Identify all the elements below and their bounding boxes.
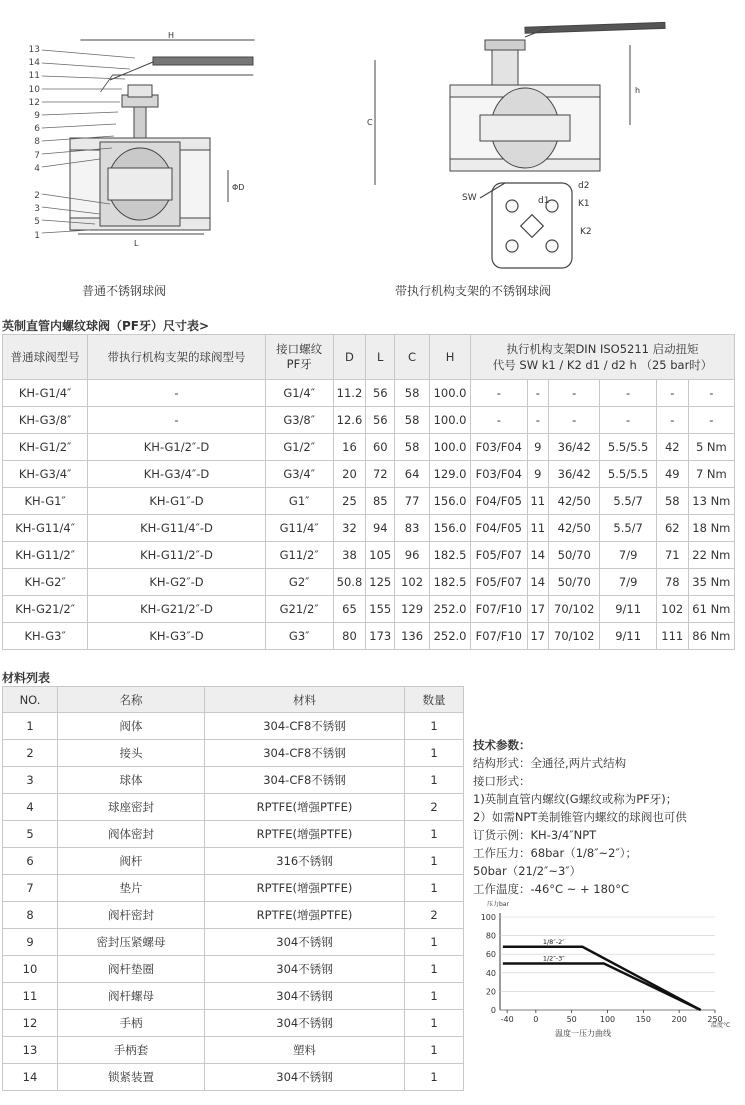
dim-table-cell: 155 [366,596,395,623]
dim-table-row [3,515,735,542]
dim-table-cell: - [656,380,688,407]
dim-table-cell: 182.5 [430,569,471,596]
material-cell: 1 [405,956,464,983]
material-cell: 塑料 [205,1037,405,1064]
tech-line: 工作压力：68bar（1/8″~2″）； [473,846,638,860]
material-cell: 1 [405,875,464,902]
dim-table-cell: 42/50 [549,515,600,542]
material-cell: 304-CF8不锈钢 [205,713,405,740]
dim-table-cell: - [600,407,656,434]
chart-xlabel: 温度°C [711,1022,731,1029]
dim-H: H [168,31,175,40]
part-number: 5 [34,217,40,228]
col-header-actuator [471,335,735,380]
tech-line: 2）如需NPT美制锥管内螺纹的球阀也可供 [473,810,687,824]
dim-table-cell: G2″ [265,569,333,596]
dim-table-cell: 11 [527,515,549,542]
material-cell: 304-CF8不锈钢 [205,740,405,767]
material-cell: 手柄套 [58,1037,205,1064]
dim-table-cell: 17 [527,596,549,623]
dim-table-cell: 20 [333,461,366,488]
dim-table-cell: - [88,380,266,407]
material-row [3,794,464,821]
material-cell: 1 [405,821,464,848]
col-header-actuator-model: 带执行机构支架的球阀型号 [88,335,266,380]
dim-table-cell: F04/F05 [471,488,527,515]
dim-table-cell: KH-G11/4″-D [88,515,266,542]
material-row [3,1064,464,1091]
part-number: 6 [34,124,40,135]
dim-table-cell: 25 [333,488,366,515]
material-cell: 密封压紧螺母 [58,929,205,956]
dim-table-cell: G11/4″ [265,515,333,542]
dim-table-cell: G11/2″ [265,542,333,569]
dim-table-cell: 42/50 [549,488,600,515]
dim-table-cell: 58 [395,380,430,407]
dim-table-cell: 35 Nm [688,569,734,596]
chart-series-line [503,964,701,1011]
material-cell: 1 [405,1064,464,1091]
part-number: 10 [28,84,40,95]
part-number: 9 [34,111,40,122]
tech-line: 结构形式：全通径,两片式结构 [473,756,627,770]
dim-table-cell: - [527,380,549,407]
part-number: 2 [34,191,40,202]
part-number: 13 [28,45,40,55]
dim-table-cell: - [471,380,527,407]
chart-series-label: 1/2″-3″ [542,954,565,963]
dim-table-cell: KH-G11/2″ [3,542,88,569]
dim-table-cell: 5.5/7 [600,515,656,542]
chart-title: 温度一压力曲线 [555,1029,611,1038]
material-cell: 4 [3,794,58,821]
material-row [3,1010,464,1037]
chart-x-tick-label: -40 [500,1015,514,1024]
dim-table-cell: KH-G3″ [3,623,88,650]
material-cell: 5 [3,821,58,848]
material-row [3,956,464,983]
dim-table-cell: F07/F10 [471,596,527,623]
part-number-list [24,44,40,243]
dim-table-row [3,488,735,515]
material-cell: 8 [3,902,58,929]
part-number: 3 [34,204,40,215]
dim-table-cell: - [527,407,549,434]
part-number: 8 [34,137,40,148]
dim-table-cell: KH-G1/2″-D [88,434,266,461]
chart-y-tick-label: 80 [485,931,496,941]
dim-table-cell: 156.0 [430,515,471,542]
dim-table-cell: G3″ [265,623,333,650]
dim-table-cell: 70/102 [549,596,600,623]
dim-table-cell: 17 [527,623,549,650]
dim-L: L [134,239,139,248]
material-cell: 304-CF8不锈钢 [205,767,405,794]
material-cell: 1 [405,1037,464,1064]
material-cell: 304不锈钢 [205,929,405,956]
dim-table-cell: KH-G3/4″-D [88,461,266,488]
dim-table-cell: 182.5 [430,542,471,569]
material-cell: 2 [405,794,464,821]
dim-table-cell: 5.5/7 [600,488,656,515]
dim-table-cell: KH-G2″-D [88,569,266,596]
dim-table-cell: KH-G3″-D [88,623,266,650]
dim-table-cell: 100.0 [430,380,471,407]
dim-table-cell: 56 [366,380,395,407]
chart-series-line [503,947,701,1010]
right-figure-caption: 带执行机构支架的不锈钢球阀 [395,284,552,298]
dim-table-cell: G1/4″ [265,380,333,407]
dim-table-cell: 65 [333,596,366,623]
dim-table-cell: - [88,407,266,434]
material-cell: 1 [405,983,464,1010]
dim-table-cell: 129 [395,596,430,623]
material-cell: 垫片 [58,875,205,902]
dim-table-cell: KH-G21/2″ [3,596,88,623]
dim-table-cell: 100.0 [430,434,471,461]
col-header-actuator-line2: 代号 SW k1 / K2 d1 / d2 h （25 bar时） [492,358,713,372]
dim-table-row [3,569,735,596]
dimension-C [365,60,385,190]
dim-table-row [3,380,735,407]
tech-params [473,736,738,898]
dim-table-cell: 38 [333,542,366,569]
materials-table [2,686,464,1091]
part-number: 14 [28,58,40,69]
dim-table-cell: F04/F05 [471,515,527,542]
dim-table-row [3,434,735,461]
material-cell: RPTFE(增强PTFE) [205,875,405,902]
material-cell: 1 [405,929,464,956]
right-valve-drawing [430,15,690,175]
dim-table-cell: KH-G1/2″ [3,434,88,461]
material-cell: 11 [3,983,58,1010]
dim-table-row [3,461,735,488]
dim-table-cell: 252.0 [430,596,471,623]
material-cell: 阀体 [58,713,205,740]
flange-top-view [460,178,610,278]
material-row [3,767,464,794]
dim-D: ΦD [232,183,245,192]
dim-table-cell: 50/70 [549,542,600,569]
dim-table-cell: - [549,407,600,434]
dim-table-cell: 36/42 [549,434,600,461]
dim-table-cell: - [600,380,656,407]
dim-d2: d2 [578,181,590,191]
part-leader-lines [40,44,140,244]
material-cell: 2 [405,902,464,929]
material-cell: 锁紧装置 [58,1064,205,1091]
dim-table-cell: 111 [656,623,688,650]
chart-x-tick-label: 0 [533,1015,539,1024]
chart-y-tick-label: 60 [485,950,496,960]
dim-table-cell: KH-G21/2″-D [88,596,266,623]
part-number: 11 [28,71,40,82]
dim-table-title: 英制直管内螺纹球阀（PF牙）尺寸表> [2,319,210,333]
material-row [3,929,464,956]
col-header-thread: 接口螺纹 PF牙 [265,335,333,380]
dim-table-row [3,407,735,434]
material-cell: 手柄 [58,1010,205,1037]
material-cell: 2 [3,740,58,767]
dim-table-cell: 156.0 [430,488,471,515]
dim-table-cell: 83 [395,515,430,542]
col-header-model: 普通球阀型号 [3,335,88,380]
material-row [3,1037,464,1064]
material-row [3,902,464,929]
chart-x-tick-label: 250 [707,1015,723,1024]
chart-x-tick-label: 200 [671,1015,687,1024]
dim-table-cell: F07/F10 [471,623,527,650]
dim-table-cell: 5.5/5.5 [600,461,656,488]
dim-table-cell: 16 [333,434,366,461]
dim-table-cell: 136 [395,623,430,650]
dim-table-cell: 61 Nm [688,596,734,623]
dim-table-cell: 96 [395,542,430,569]
tech-line: 工作温度：-46°C ~ + 180°C [473,882,630,896]
material-cell: 7 [3,875,58,902]
material-row [3,875,464,902]
dim-SW: SW [462,193,477,203]
dim-table-cell: 13 Nm [688,488,734,515]
dim-K2: K2 [580,227,592,237]
dim-table-cell: 50/70 [549,569,600,596]
material-cell: 6 [3,848,58,875]
tech-line: 订货示例：KH-3/4″NPT [473,828,597,842]
dim-table-cell: KH-G1″-D [88,488,266,515]
dim-table-cell: 9 [527,461,549,488]
col-header-D: D [333,335,366,380]
dim-table-cell: 5.5/5.5 [600,434,656,461]
material-cell: 304不锈钢 [205,983,405,1010]
dim-table-cell: 11 [527,488,549,515]
dim-table-cell: 105 [366,542,395,569]
dim-table-row [3,542,735,569]
material-cell: 球座密封 [58,794,205,821]
material-cell: 阀杆密封 [58,902,205,929]
dim-table-cell: 80 [333,623,366,650]
dim-table-cell: 7 Nm [688,461,734,488]
tech-line: 1)英制直管内螺纹(G螺纹或称为PF牙)； [473,792,678,806]
material-cell: 304不锈钢 [205,956,405,983]
material-cell: 3 [3,767,58,794]
dim-table-cell: F05/F07 [471,542,527,569]
dim-table-cell: KH-G2″ [3,569,88,596]
dim-table-cell: 85 [366,488,395,515]
material-cell: RPTFE(增强PTFE) [205,794,405,821]
dim-table-cell: 62 [656,515,688,542]
dim-table-cell: G3/8″ [265,407,333,434]
material-cell: 1 [405,713,464,740]
material-cell: 球体 [58,767,205,794]
dim-table-row [3,623,735,650]
dim-table-cell: KH-G1″ [3,488,88,515]
material-row [3,821,464,848]
material-cell: 1 [405,1010,464,1037]
material-cell: 10 [3,956,58,983]
dim-table-cell: 86 Nm [688,623,734,650]
dim-table-cell: 58 [395,407,430,434]
dim-table-cell: 32 [333,515,366,542]
material-cell: 阀杆螺母 [58,983,205,1010]
part-number: 7 [34,150,40,161]
temperature-pressure-chart [470,895,740,1045]
material-cell: 1 [3,713,58,740]
dim-table-cell: 58 [656,488,688,515]
material-cell: 304不锈钢 [205,1010,405,1037]
dim-table-cell: 64 [395,461,430,488]
chart-x-tick-label: 100 [599,1015,616,1024]
dim-table-cell: KH-G11/2″-D [88,542,266,569]
chart-y-tick-label: 40 [485,968,496,978]
dim-table-cell: 49 [656,461,688,488]
dim-table-cell: 252.0 [430,623,471,650]
left-figure-caption: 普通不锈钢球阀 [82,284,167,298]
dim-table-cell: 18 Nm [688,515,734,542]
dim-table-cell: 42 [656,434,688,461]
material-cell: 1 [405,848,464,875]
dim-C: C [367,118,373,127]
dim-table-cell: KH-G11/4″ [3,515,88,542]
chart-y-tick-label: 0 [490,1006,496,1015]
dim-table-cell: G1/2″ [265,434,333,461]
dim-table-cell: 60 [366,434,395,461]
dim-table-row [3,596,735,623]
material-cell: 316不锈钢 [205,848,405,875]
material-row [3,983,464,1010]
dim-table-cell: 102 [656,596,688,623]
material-cell: 1 [405,740,464,767]
dim-table-cell: 11.2 [333,380,366,407]
tech-line: 接口形式： [473,774,531,788]
material-row [3,713,464,740]
materials-title: 材料列表 [2,671,51,685]
dim-table-cell: 14 [527,542,549,569]
material-cell: 13 [3,1037,58,1064]
dim-table-cell: 94 [366,515,395,542]
mat-header-name: 名称 [58,687,205,713]
dim-table-cell: 77 [395,488,430,515]
tech-title: 技术参数： [473,738,531,752]
dim-table-cell: F03/F04 [471,434,527,461]
material-cell: 接头 [58,740,205,767]
material-cell: 1 [405,767,464,794]
material-row [3,740,464,767]
mat-header-no: NO. [3,687,58,713]
dim-table-cell: - [656,407,688,434]
dim-table-cell: 102 [395,569,430,596]
material-cell: RPTFE(增强PTFE) [205,821,405,848]
chart-y-tick-label: 100 [480,913,496,922]
dim-table-cell: 12.6 [333,407,366,434]
part-number: 4 [34,163,40,174]
dim-table-cell: 100.0 [430,407,471,434]
dim-table-cell: 9 [527,434,549,461]
dim-table-cell: G21/2″ [265,596,333,623]
dim-table-cell: - [688,380,734,407]
dim-table-cell: 7/9 [600,542,656,569]
dim-table-cell: 14 [527,569,549,596]
dim-table-cell: - [549,380,600,407]
dim-table-cell: - [688,407,734,434]
col-header-L: L [366,335,395,380]
dim-table-cell: 7/9 [600,569,656,596]
material-row [3,848,464,875]
dim-table-cell: G1″ [265,488,333,515]
tech-line: 50bar（21/2″~3″） [473,864,582,878]
col-header-actuator-line1: 执行机构支架DIN ISO5211 启动扭矩 [506,342,699,356]
dim-table-cell: KH-G3/4″ [3,461,88,488]
dim-table-cell: G3/4″ [265,461,333,488]
dim-table-cell: 71 [656,542,688,569]
chart-x-tick-label: 150 [635,1015,651,1024]
dim-h: h [635,86,641,95]
dim-table-cell: KH-G1/4″ [3,380,88,407]
dim-table-cell: 22 Nm [688,542,734,569]
col-header-C: C [395,335,430,380]
material-cell: 阀杆 [58,848,205,875]
material-cell: RPTFE(增强PTFE) [205,902,405,929]
mat-header-material: 材料 [205,687,405,713]
chart-ylabel: 压力bar [487,901,509,908]
part-number: 1 [34,230,40,241]
dim-table-cell: 36/42 [549,461,600,488]
dimension-table [2,334,735,650]
part-number: 12 [28,97,40,108]
dim-table-cell: 50.8 [333,569,366,596]
dim-d1: d1 [538,196,550,206]
col-header-H: H [430,335,471,380]
material-cell: 12 [3,1010,58,1037]
dim-table-cell: F05/F07 [471,569,527,596]
dim-table-cell: 56 [366,407,395,434]
chart-x-tick-label: 50 [566,1015,577,1024]
chart-y-tick-label: 20 [485,987,496,997]
dim-table-cell: 72 [366,461,395,488]
dim-table-cell: - [471,407,527,434]
dim-K1: K1 [578,199,590,209]
dim-table-cell: 70/102 [549,623,600,650]
dim-table-cell: KH-G3/8″ [3,407,88,434]
dim-table-cell: 129.0 [430,461,471,488]
dim-table-cell: 58 [395,434,430,461]
material-cell: 304不锈钢 [205,1064,405,1091]
dim-table-cell: 173 [366,623,395,650]
material-cell: 14 [3,1064,58,1091]
mat-header-qty: 数量 [405,687,464,713]
material-cell: 阀杆垫圈 [58,956,205,983]
material-cell: 阀体密封 [58,821,205,848]
dim-table-cell: 125 [366,569,395,596]
dim-table-cell: 9/11 [600,596,656,623]
dim-table-cell: 5 Nm [688,434,734,461]
dim-table-cell: F03/F04 [471,461,527,488]
material-cell: 9 [3,929,58,956]
dim-table-cell: 78 [656,569,688,596]
dim-table-cell: 9/11 [600,623,656,650]
chart-series-label: 1/8″-2″ [542,937,565,946]
